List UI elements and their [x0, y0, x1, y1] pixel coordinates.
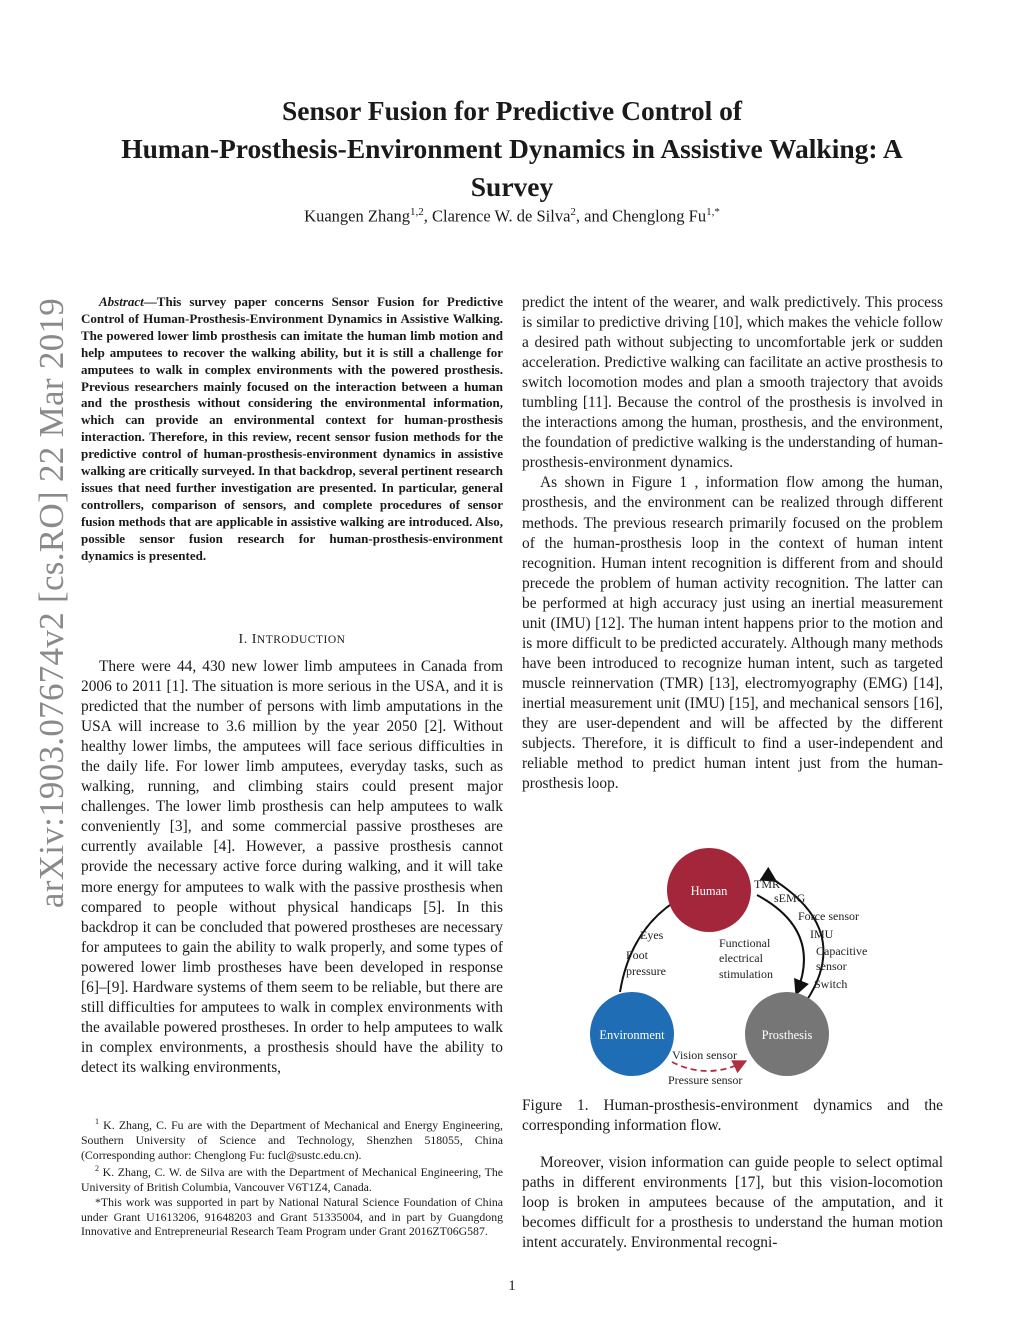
right-paragraph-2: As shown in Figure 1 , information flow among the human, prosthesis, and the environment can be realized through different methods. The previous research primarily focused on the problem of the human-prosthesis loop in the context of human intent recognition. Human intent recognition is different from and should precede the problem of human activity recognition. The latter can be performed at high accuracy just using an inertial measurement unit (IMU) [12]. The human intent happens prior to the motion and is more difficult to be predicted accurately. Although many methods have been introduced to recognize human intent, such as targeted muscle reinnervation (TMR) [13], electromyography (EMG) [14], inertial measurement unit (IMU) [15], and mechanical sensors [16], they are user-dependent and will be affected by the different subjects. Therefore, it is difficult to find a user-independent and reliable method to predict human intent just from the human-prosthesis loop. — [522, 474, 943, 793]
introduction-body — [81, 657, 503, 1078]
page-number: 1 — [508, 1278, 516, 1294]
label-pressure-sensor: Pressure sensor — [668, 1073, 743, 1087]
footnotes — [81, 1115, 503, 1239]
right-column-bottom — [522, 1153, 943, 1253]
label-stimulation: stimulation — [719, 967, 773, 981]
title-line-1: Sensor Fusion for Predictive Control of — [281, 95, 743, 126]
label-force-sensor: Force sensor — [798, 909, 859, 923]
label-foot: Foot — [626, 948, 649, 962]
author-1: Kuangen Zhang — [304, 206, 411, 226]
author-3: , and Chenglong Fu — [575, 206, 707, 226]
section-title-initial: I — [251, 632, 257, 647]
label-electrical: electrical — [719, 951, 763, 965]
footnote-2-mark: 2 — [95, 1164, 99, 1174]
author-1-affil: 1,2 — [410, 206, 424, 218]
section-heading-introduction — [81, 632, 503, 648]
label-capacitive: Capacitive — [816, 944, 868, 958]
footnote-1-mark: 1 — [95, 1117, 99, 1126]
section-title-rest: NTRODUCTION — [256, 634, 346, 646]
footnote-1-text: K. Zhang, C. Fu are with the Department of Mechanical and Energy Engineering, Southern University of Science and Technology, Shenzhen 518055, China (Corresponding author: Chenglong Fu: fucl@sustc.edu.cn). — [81, 1117, 503, 1162]
author-list — [80, 206, 944, 227]
author-3-affil: 1,* — [706, 206, 720, 218]
prosthesis-label: Prosthesis — [761, 1028, 813, 1042]
env-prosthesis-dashed-arrow — [672, 1062, 744, 1071]
label-eyes: Eyes — [640, 928, 664, 942]
label-functional: Functional — [719, 936, 771, 950]
human-label: Human — [690, 884, 728, 898]
label-semg: sEMG — [774, 891, 806, 905]
footnote-1 — [81, 1115, 503, 1162]
section-number: I. — [238, 632, 252, 647]
title-line-3: Survey — [470, 171, 554, 202]
right-paragraph-3: Moreover, vision information can guide people to select optimal paths in different environments [17], but this vision-locomotion loop is broken in amputees because of the amputation, and it becomes difficult for a prosthesis to understand the human motion intent accurately. Environmental recogni- — [522, 1154, 943, 1252]
abstract-label: Abstract — [99, 294, 144, 309]
paper-title — [80, 92, 944, 206]
abstract — [81, 294, 503, 565]
label-imu: IMU — [810, 927, 834, 941]
label-vision-sensor: Vision sensor — [672, 1048, 737, 1062]
label-tmr: TMR — [754, 877, 781, 891]
author-2: , Clarence W. de Silva — [423, 206, 571, 226]
author-2-affil: 2 — [570, 206, 576, 218]
environment-label: Environment — [599, 1028, 665, 1042]
figure-1-caption: Figure 1. Human-prosthesis-environment dynamics and the corresponding information flow. — [522, 1097, 943, 1135]
figure-1-diagram — [522, 840, 943, 1095]
intro-paragraph: There were 44, 430 new lower limb amputees in Canada from 2006 to 2011 [1]. The situation is more serious in the USA, and it is predicted that the number of persons with limb amputations in the USA will increase to 3.6 million by the year 2050 [2]. Without healthy lower limbs, the amputees will face serious difficulties in the daily life. For lower limb amputees, everyday tasks, such as walking, running, and climbing stairs could present major challenges. The lower limb prosthesis can help amputees to walk conveniently [3], and some commercial passive prostheses are currently available [4]. However, a passive prosthesis cannot provide the necessary active force during walking, and it will take more energy for amputees to walk with the passive prosthesis when compared to people without physical handicaps [5]. In this backdrop it can be concluded that powered prostheses are necessary for amputees to gain the ability to walk properly, and some types of powered lower limb prostheses have been developed in response [6]–[9]. Hardware systems of them seem to be reliable, but there are still difficulties for amputees to walk in complex environments with the available powered prostheses. In order to help amputees to walk in complex environments, a prosthesis should have the ability to detect its walking environments, — [81, 658, 503, 1076]
footnote-3: *This work was supported in part by National Natural Science Foundation of China under Grant U1613206, 91648203 and Grant 51335004, and in part by Guangdong Innovative and Entrepreneurial Research Team Program under Grant 2016ZT06G587. — [81, 1194, 503, 1239]
arxiv-identifier: arXiv:1903.07674v2 [cs.RO] 22 Mar 2019 — [32, 297, 71, 909]
right-column-top — [522, 293, 943, 794]
label-foot-pressure: pressure — [626, 964, 666, 978]
footnote-2 — [81, 1162, 503, 1195]
right-paragraph-1: predict the intent of the wearer, and walk predictively. This process is similar to predictive driving [10], which makes the vehicle follow a desired path without subjecting to uncomfortable jerk or sudden acceleration. Predictive walking can facilitate an active prosthesis to switch locomotion modes and plan a smooth trajectory that avoids tumbling [11]. Because the control of the prosthesis is involved in the interactions among the human, prosthesis, and the environment, the foundation of predictive walking is the understanding of human-prosthesis-environment dynamics. — [522, 294, 943, 472]
abstract-text: —This survey paper concerns Sensor Fusion for Predictive Control of Human-Prosthesis-Environment Dynamics in Assistive Walking. The powered lower limb prosthesis can imitate the human limb motion and help amputees to recover the walking ability, but it is still a challenge for amputees to walk in complex environments with the powered prosthesis. Previous researchers mainly focused on the interaction between a human and the prosthesis without considering the environmental information, which can provide an environmental context for human-prosthesis interaction. Therefore, in this review, recent sensor fusion methods for the predictive control of human-prosthesis-environment dynamics in assistive walking are critically surveyed. In that backdrop, several pertinent research issues that need further investigation are presented. In particular, general controllers, comparison of sensors, and complete procedures of sensor fusion methods that are applicable in assistive walking are introduced. Also, possible sensor fusion research for human-prosthesis-environment dynamics is presented. — [81, 294, 503, 563]
label-capacitive-sensor: sensor — [816, 959, 847, 973]
title-line-2: Human-Prosthesis-Environment Dynamics in Assistive Walking: A — [121, 133, 903, 164]
footnote-2-text: K. Zhang, C. W. de Silva are with the Department of Mechanical Engineering, The University of British Columbia, Vancouver V6T1Z4, Canada. — [81, 1165, 503, 1195]
label-switch: Switch — [814, 977, 848, 991]
